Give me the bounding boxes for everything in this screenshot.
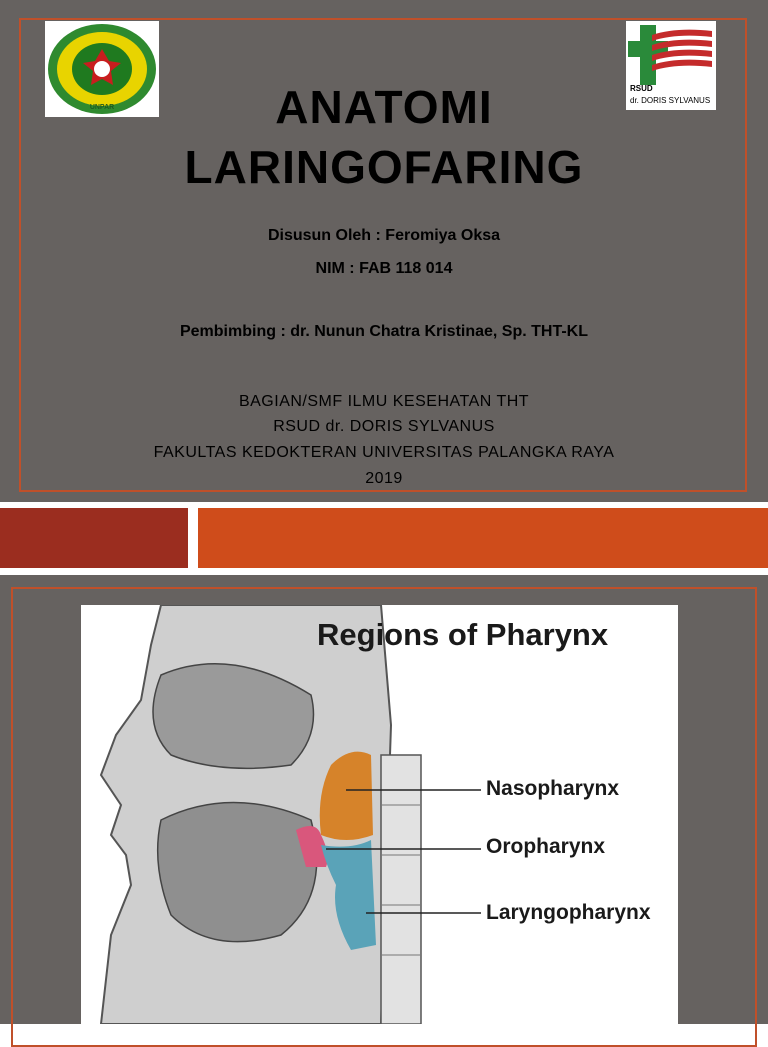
faculty-line: FAKULTAS KEDOKTERAN UNIVERSITAS PALANGKA RAYA	[153, 444, 615, 461]
label-nasopharynx: Nasopharynx	[486, 777, 620, 800]
svg-text:dr. DORIS SYLVANUS: dr. DORIS SYLVANUS	[630, 96, 711, 105]
spine	[381, 755, 421, 1024]
department-line: BAGIAN/SMF ILMU KESEHATAN THT	[238, 393, 530, 410]
year-line: 2019	[365, 470, 403, 487]
pharynx-slide	[0, 575, 768, 1024]
pharynx-figure	[81, 605, 678, 1024]
supervisor-line: Pembimbing : dr. Nunun Chatra Kristinae, Sp. THT-KL	[179, 323, 589, 340]
svg-text:RSUD: RSUD	[630, 84, 653, 93]
figure-title: Regions of Pharynx	[317, 617, 609, 652]
label-laryngopharynx: Laryngopharynx	[486, 901, 651, 924]
label-oropharynx: Oropharynx	[486, 835, 606, 858]
svg-text:UNPAR: UNPAR	[89, 104, 115, 111]
tongue	[158, 803, 317, 942]
author-line: Disusun Oleh : Feromiya Oksa	[267, 227, 501, 244]
divider-bar-light	[198, 508, 768, 568]
divider-bar-dark	[0, 508, 188, 568]
nim-line: NIM : FAB 118 014	[315, 260, 453, 277]
title-line-1: ANATOMI	[275, 81, 493, 133]
title-line-2: LARINGOFARING	[184, 141, 584, 193]
hospital-line: RSUD dr. DORIS SYLVANUS	[273, 418, 495, 435]
title-slide	[0, 0, 768, 502]
